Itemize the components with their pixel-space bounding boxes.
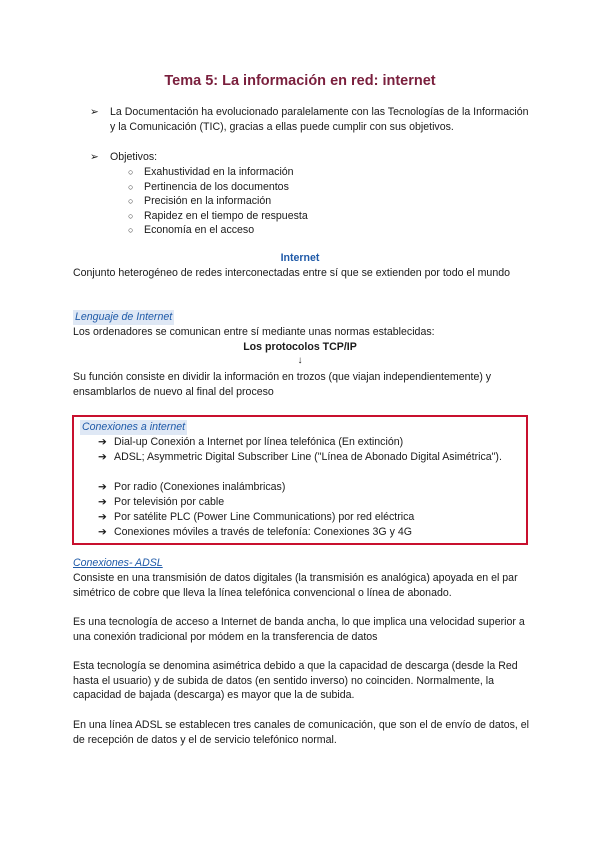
conexion-text: Por satélite PLC (Power Line Communications) por red eléctrica	[114, 511, 415, 523]
arrow-bullet-icon: ➢	[90, 106, 99, 118]
lenguaje-text: Los ordenadores se comunican entre sí mediante unas normas establecidas:	[73, 326, 435, 338]
arrow-right-icon: ➔	[98, 481, 107, 493]
internet-definition: Conjunto heterogéneo de redes interconectadas entre sí que se extienden por todo el mundo	[73, 267, 511, 279]
conexiones-heading: Conexiones a internet	[82, 421, 186, 433]
circle-bullet-icon: ○	[128, 181, 134, 192]
objective-text: Rapidez en el tiempo de respuesta	[144, 209, 308, 222]
arrow-right-icon: ➔	[98, 511, 107, 523]
internet-heading: Internet	[280, 252, 320, 264]
page-title: Tema 5: La información en red: internet	[164, 73, 436, 89]
adsl-heading: Conexiones- ADSL	[73, 557, 163, 569]
protocols-label: Los protocolos TCP/IP	[243, 341, 357, 353]
adsl-paragraph: Esta tecnología se denomina asimétrica debido a que la capacidad de descarga (desde la Red hasta el usuario) y de subida de datos (en sentido inverso) no coinciden. Normalmente, la capacidad de bajada (descarga) es mayor que la de subida.	[73, 660, 518, 702]
conexion-text: ADSL; Asymmetric Digital Subscriber Line ("Línea de Abonado Digital Asimétrica").	[114, 451, 502, 463]
arrow-right-icon: ➔	[98, 526, 107, 538]
adsl-paragraph: Consiste en una transmisión de datos digitales (la transmisión es analógica) apoyada en el par simétrico de cobre que lleva la línea telefónica convencional o línea de abonado.	[73, 572, 518, 599]
lenguaje-function-text: Su función consiste en dividir la información en trozos (que viajan independientemente) y ensamblarlos de nuevo al final del proceso	[73, 371, 492, 398]
arrow-right-icon: ➔	[98, 436, 107, 448]
objective-text: Pertinencia de los documentos	[144, 180, 289, 193]
lenguaje-heading: Lenguaje de Internet	[75, 311, 173, 323]
objective-text: Economía en el acceso	[144, 224, 255, 236]
circle-bullet-icon: ○	[128, 210, 134, 221]
conexion-text: Conexiones móviles a través de telefonía: Conexiones 3G y 4G	[114, 526, 412, 538]
circle-bullet-icon: ○	[128, 196, 134, 206]
conexion-text: Por televisión por cable	[114, 496, 225, 508]
intro-bullet-text: La Documentación ha evolucionado paralelamente con las Tecnologías de la Información y la Comunicación (TIC), gracias a ellas puede cumplir con sus objetivos.	[110, 106, 529, 133]
conexiones-box	[72, 415, 528, 545]
circle-bullet-icon: ○	[128, 167, 134, 177]
objective-text: Exahustividad en la información	[144, 166, 294, 178]
arrow-right-icon: ➔	[98, 451, 107, 463]
circle-bullet-icon: ○	[128, 225, 134, 235]
adsl-paragraph: En una línea ADSL se establecen tres canales de comunicación, que son el de envío de datos, el de recepción de datos y el de servicio telefónico normal.	[73, 719, 530, 746]
objective-text: Precisión en la información	[144, 195, 272, 207]
conexion-text: Dial-up Conexión a Internet por línea telefónica (En extinción)	[114, 436, 404, 448]
conexion-text: Por radio (Conexiones inalámbricas)	[114, 481, 286, 493]
arrow-right-icon: ➔	[98, 496, 107, 508]
intro-bullet-text: Objetivos:	[110, 151, 158, 163]
down-arrow-icon: ↓	[297, 355, 303, 366]
arrow-bullet-icon: ➢	[90, 151, 99, 163]
adsl-paragraph: Es una tecnología de acceso a Internet de banda ancha, lo que implica una velocidad superior a una conexión tradicional por módem en la transferencia de datos	[73, 616, 525, 643]
